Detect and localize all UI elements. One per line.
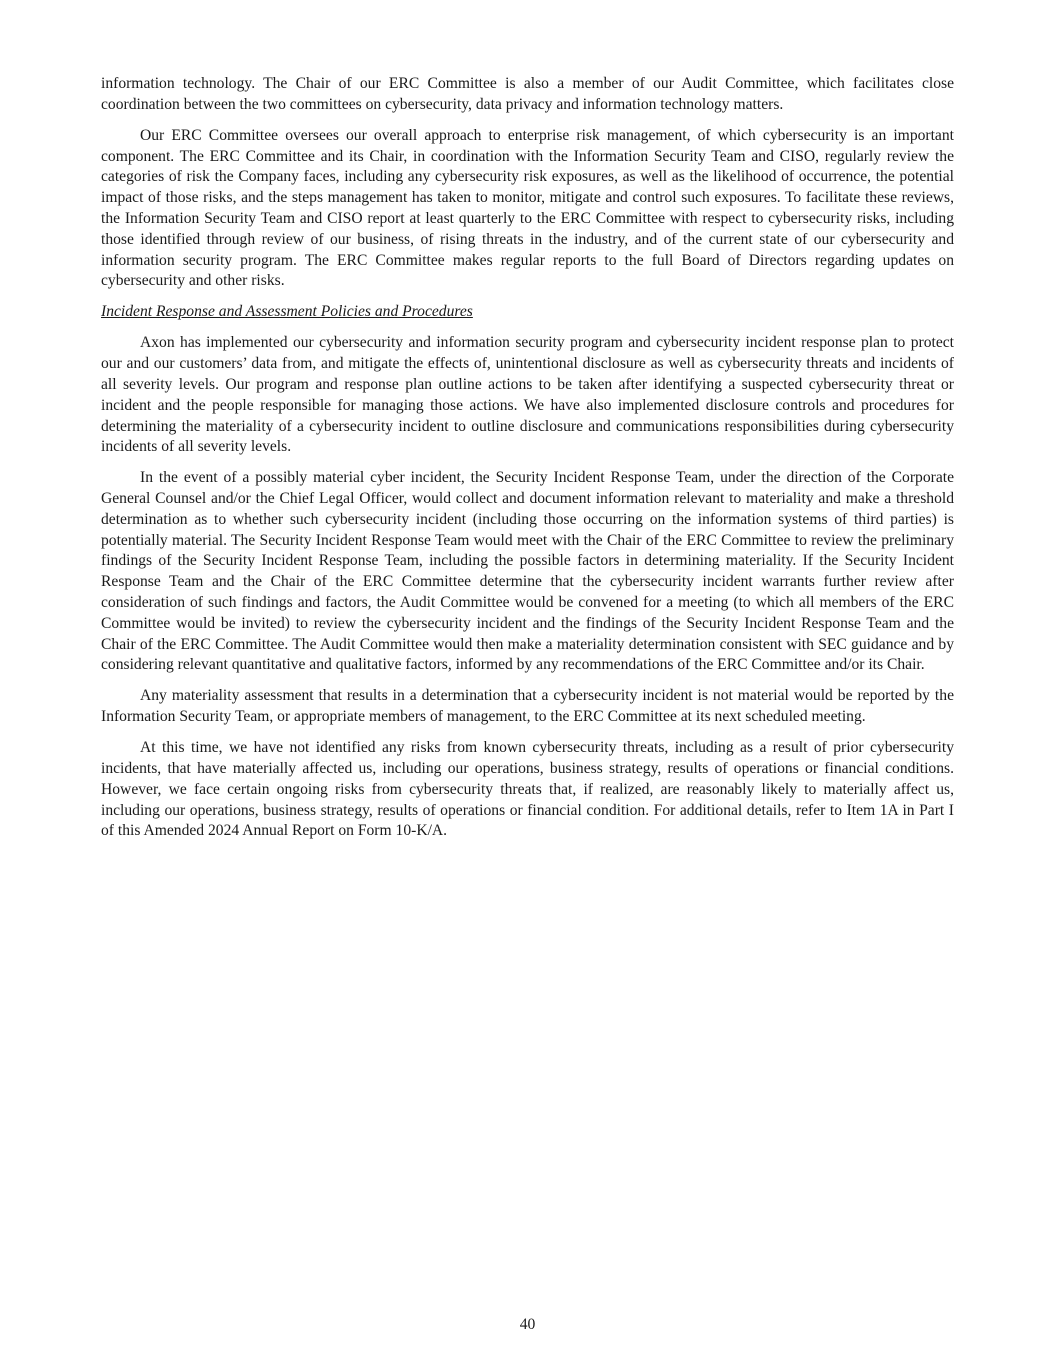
page-number: 40	[519, 1316, 536, 1333]
paragraph-erc-oversight: Our ERC Committee oversees our overall approach to enterprise risk management, of which cybersecurity is an important component. The ERC Committee and its Chair, in coordination with the Information Security Team and CISO, regularly review the categories of risk the Company faces, including any cybersecurity risk exposures, as well as the likelihood of occurrence, the potential impact of those risks, and the steps management has taken to monitor, mitigate and control such exposures. To facilitate these reviews, the Information Security Team and CISO report at least quarterly to the ERC Committee with respect to cybersecurity risks, including those identified through review of our business, of rising threats in the industry, and of the current state of our cybersecurity and information security program. The ERC Committee makes regular reports to the full Board of Directors regarding updates on cybersecurity and other risks.	[101, 126, 954, 290]
paragraph-response-plan: Axon has implemented our cybersecurity and information security program and cybersecurity incident response plan to protect our and our customers’ data from, and mitigate the effects of, unintentional disclosure as well as cybersecurity threats and incidents of all severity levels. Our program and response plan outline actions to be taken after identifying a suspected cybersecurity threat or incident and the people responsible for managing those actions. We have also implemented disclosure controls and procedures for determining the materiality of a cybersecurity incident to outline disclosure and communications responsibilities during cybersecurity incidents of all severity levels.	[101, 334, 954, 456]
paragraph-materiality-assessment: Any materiality assessment that results in a determination that a cybersecurity incident is not material would be reported by the Information Security Team, or appropriate members of management, to the ERC Committee at its next scheduled meeting.	[101, 687, 954, 726]
paragraph-continuation: information technology. The Chair of our ERC Committee is also a member of our Audit Committee, which facilitates close coordination between the two committees on cybersecurity, data privacy and information technology matters.	[101, 75, 954, 113]
section-heading: Incident Response and Assessment Policies and Procedures	[101, 303, 473, 321]
paragraph-material-incident: In the event of a possibly material cyber incident, the Security Incident Response Team, under the direction of the Corporate General Counsel and/or the Chief Legal Officer, would collect and document information relevant to materiality and make a threshold determination as to whether such cybersecurity incident (including those occurring on the information systems of third parties) is potentially material. The Security Incident Response Team would meet with the Chair of the ERC Committee to review the preliminary findings of the Security Incident Response Team, including the possible factors in determining materiality. If the Security Incident Response Team and the Chair of the ERC Committee determine that the cybersecurity incident warrants further review after consideration of such findings and factors, the Audit Committee would be convened for a meeting (to which all members of the ERC Committee would be invited) to review the cybersecurity incident and the findings of the Security Incident Response Team and the Chair of the ERC Committee. The Audit Committee would then make a materiality determination consistent with SEC guidance and by considering relevant quantitative and qualitative factors, informed by any recommendations of the ERC Committee and/or its Chair.	[101, 469, 954, 674]
document-body	[101, 74, 954, 852]
paragraph-risk-status: At this time, we have not identified any risks from known cybersecurity threats, including as a result of prior cybersecurity incidents, that have materially affected us, including our operations, business strategy, results of operations or financial conditions. However, we face certain ongoing risks from cybersecurity threats that, if realized, are reasonably likely to materially affect us, including our operations, business strategy, results of operations or financial condition. For additional details, refer to Item 1A in Part I of this Amended 2024 Annual Report on Form 10-K/A.	[101, 739, 954, 840]
